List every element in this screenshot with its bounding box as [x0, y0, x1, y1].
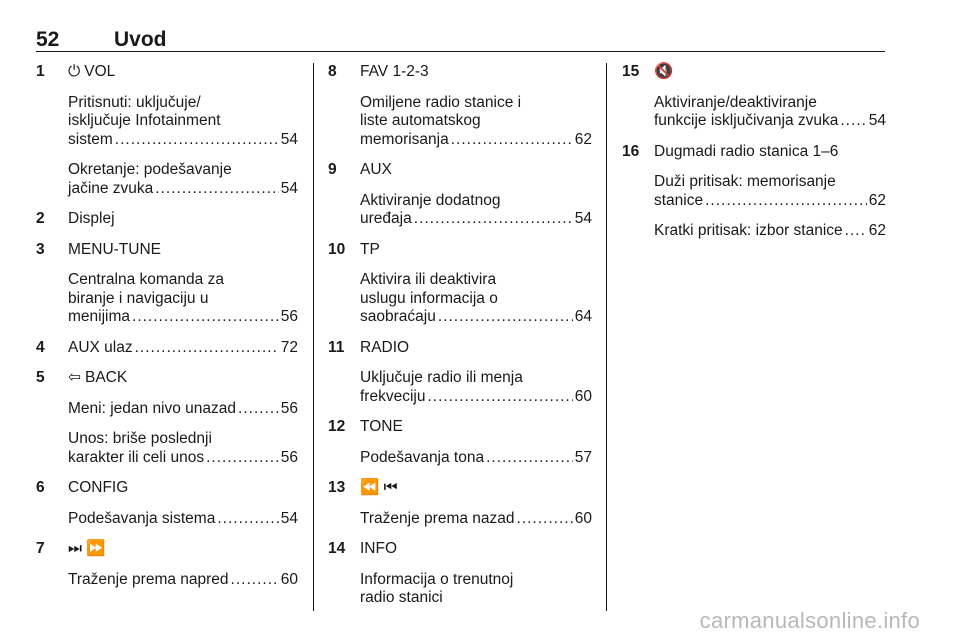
description-line: Aktiviranje dodatnog: [360, 191, 501, 209]
reference-text: karakter ili celi unos: [68, 448, 205, 466]
description-line: Aktivira ili deaktivira: [360, 271, 497, 288]
reference-page: 56: [280, 308, 298, 325]
page-reference: [360, 131, 592, 150]
control-description: [622, 173, 886, 210]
reference-text: uređaja: [360, 210, 412, 227]
dot-leader: [517, 510, 573, 529]
dot-leader: [217, 510, 278, 529]
reference-page: 60: [280, 570, 298, 588]
control-label: Dugmadi radio stanica 1–6: [654, 142, 839, 160]
dot-leader: [845, 222, 867, 241]
reference-text: funkcije isključivanja zvuka: [654, 112, 839, 129]
control-title: [328, 479, 592, 498]
control-entry-2: [36, 210, 298, 229]
control-description: [328, 510, 592, 529]
reference-page: 60: [574, 387, 592, 405]
description-line: isključuje Infotainment: [68, 112, 221, 129]
control-title: [36, 540, 298, 559]
description-line: Aktiviranje/deaktiviranje: [654, 93, 817, 111]
control-description: [36, 400, 298, 419]
page-reference: [654, 222, 886, 241]
reference-text: saobraćaju: [360, 308, 436, 325]
control-entry-16: [622, 143, 886, 241]
control-number: 2: [36, 210, 45, 227]
reference-text: Meni: jedan nivo unazad: [68, 399, 237, 417]
control-title: [328, 418, 592, 437]
control-description: [328, 271, 592, 327]
control-label: RADIO: [360, 338, 410, 356]
column-3: [622, 63, 886, 253]
reference-page: 60: [574, 509, 592, 527]
control-label: MENU-TUNE: [68, 240, 161, 258]
control-description: [328, 192, 592, 229]
page-reference: [360, 449, 592, 468]
page-reference: [360, 210, 592, 229]
control-description: [36, 271, 298, 327]
dot-leader: [132, 308, 279, 327]
control-description: [36, 430, 298, 467]
page-reference: [68, 400, 298, 419]
reference-text: Podešavanja tona: [360, 448, 485, 466]
control-description: [622, 222, 886, 241]
page-reference: [68, 449, 298, 468]
reference-text: stanice: [654, 191, 704, 209]
page-reference: [68, 510, 298, 529]
control-number: 11: [328, 338, 345, 356]
control-label: Displej: [68, 210, 115, 227]
control-description: [328, 369, 592, 406]
description-line: radio stanici: [360, 589, 443, 606]
reference-text: AUX ulaz: [68, 338, 133, 356]
reference-page: 54: [280, 509, 298, 527]
control-label: INFO: [360, 540, 398, 557]
button-symbol-icon: ⇦: [68, 369, 81, 386]
description-line: Centralna komanda za: [68, 271, 224, 288]
dot-leader: [206, 449, 279, 468]
control-title: [36, 479, 298, 498]
button-symbol-icon: ⏪ ⏮: [360, 479, 398, 496]
reference-page: 54: [868, 112, 886, 129]
description-line: uslugu informacija o: [360, 289, 498, 307]
control-number: 15: [622, 63, 640, 80]
description-line: biranje i navigaciju u: [68, 289, 209, 307]
page-reference: [360, 308, 592, 327]
control-title: [36, 339, 298, 358]
control-number: 5: [36, 369, 45, 386]
control-title: [328, 161, 592, 180]
control-entry-12: [328, 418, 592, 467]
page-title: Uvod: [114, 28, 167, 51]
control-title: [36, 369, 298, 388]
control-title: [328, 63, 592, 82]
control-title: [622, 143, 886, 162]
dot-leader: [238, 400, 279, 419]
control-entry-7: [36, 540, 298, 589]
control-entry-1: [36, 63, 298, 198]
control-description: [36, 161, 298, 198]
control-entry-6: [36, 479, 298, 528]
page-reference: [68, 131, 298, 150]
reference-text: Traženje prema napred: [68, 570, 229, 588]
page-reference: [68, 571, 298, 590]
dot-leader: [135, 339, 279, 358]
dot-leader: [414, 210, 573, 229]
description-line: Duži pritisak: memorisanje: [654, 173, 836, 190]
control-number: 1: [36, 63, 45, 80]
control-entry-11: [328, 339, 592, 407]
button-symbol-icon: 🔇: [654, 63, 674, 80]
control-label: TP: [360, 240, 380, 258]
control-title: [36, 241, 298, 260]
control-number: 12: [328, 418, 346, 435]
column-divider: [606, 63, 607, 611]
control-label: FAV 1-2-3: [360, 63, 429, 80]
control-title: [328, 540, 592, 559]
control-number: 14: [328, 540, 346, 557]
control-entry-14: [328, 540, 592, 608]
control-number: 4: [36, 338, 45, 356]
button-symbol-icon: ⏭ ⏩: [68, 540, 106, 557]
reference-text: sistem: [68, 130, 113, 148]
reference-page: 54: [574, 210, 592, 227]
description-line: Omiljene radio stanice i: [360, 93, 522, 111]
control-label: TONE: [360, 418, 403, 435]
control-description: [36, 510, 298, 529]
reference-page: 62: [574, 130, 592, 148]
control-description: [622, 94, 886, 131]
reference-page: 64: [574, 308, 592, 325]
reference-text: Kratki pritisak: izbor stanice: [654, 222, 843, 239]
control-entry-4: [36, 339, 298, 358]
page-header: [36, 26, 885, 52]
control-label: AUX: [360, 161, 392, 178]
column-2: [328, 63, 592, 620]
description-line: Pritisnuti: uključuje/: [68, 93, 201, 111]
page-reference: [654, 112, 886, 131]
dot-leader: [840, 112, 866, 131]
reference-page: 54: [280, 179, 298, 197]
control-number: 16: [622, 142, 640, 160]
control-entry-9: [328, 161, 592, 229]
page-reference: [360, 510, 592, 529]
control-description: [36, 94, 298, 150]
description-line: Unos: briše poslednji: [68, 430, 212, 447]
control-entry-3: [36, 241, 298, 327]
description-line: Uključuje radio ili menja: [360, 369, 523, 386]
dot-leader: [438, 308, 573, 327]
reference-page: 72: [280, 338, 298, 356]
dot-leader: [115, 131, 279, 150]
control-number: 7: [36, 540, 45, 557]
control-number: 6: [36, 479, 45, 496]
control-description: [328, 449, 592, 468]
column-1: [36, 63, 298, 601]
control-title: [328, 241, 592, 260]
description-line: liste automatskog: [360, 112, 481, 129]
reference-text: frekveciju: [360, 387, 426, 405]
dot-leader: [451, 131, 573, 150]
reference-text: jačine zvuka: [68, 179, 154, 197]
dot-leader: [705, 192, 867, 211]
control-title: [36, 210, 298, 229]
reference-page: 62: [868, 222, 886, 239]
page-number: 52: [36, 28, 60, 51]
description-line: Okretanje: podešavanje: [68, 161, 232, 178]
reference-page: 56: [280, 399, 298, 417]
control-title: [622, 63, 886, 82]
control-number: 10: [328, 240, 346, 258]
page-reference: [68, 308, 298, 327]
watermark: carmanualsonline.info: [699, 608, 920, 633]
control-description: [328, 94, 592, 150]
reference-page: 57: [574, 448, 592, 466]
control-entry-13: [328, 479, 592, 528]
control-entry-5: [36, 369, 298, 467]
control-title: [328, 339, 592, 358]
control-label: CONFIG: [68, 479, 129, 496]
control-title: [36, 63, 298, 82]
control-entry-8: [328, 63, 592, 149]
page-reference: [68, 180, 298, 199]
reference-text: memorisanja: [360, 130, 449, 148]
control-number: 13: [328, 479, 346, 496]
page-reference: [360, 388, 592, 407]
reference-page: 56: [280, 448, 298, 466]
dot-leader: [155, 180, 278, 199]
control-entry-10: [328, 241, 592, 327]
reference-text: Traženje prema nazad: [360, 509, 515, 527]
description-line: Informacija o trenutnoj: [360, 570, 514, 588]
dot-leader: [486, 449, 573, 468]
reference-page: 62: [868, 191, 886, 209]
column-divider: [313, 63, 314, 611]
control-label: BACK: [85, 369, 128, 386]
control-number: 3: [36, 240, 45, 258]
dot-leader: [231, 571, 279, 590]
control-description: [328, 571, 592, 608]
reference-text: menijima: [68, 308, 131, 325]
reference-page: 54: [280, 130, 298, 148]
control-number: 9: [328, 161, 337, 178]
control-label: VOL: [84, 63, 116, 80]
control-number: 8: [328, 63, 337, 80]
page-reference: [654, 192, 886, 211]
button-symbol-icon: ⏻: [68, 63, 81, 80]
control-description: [36, 571, 298, 590]
control-entry-15: [622, 63, 886, 131]
dot-leader: [427, 388, 572, 407]
reference-text: Podešavanja sistema: [68, 509, 216, 527]
